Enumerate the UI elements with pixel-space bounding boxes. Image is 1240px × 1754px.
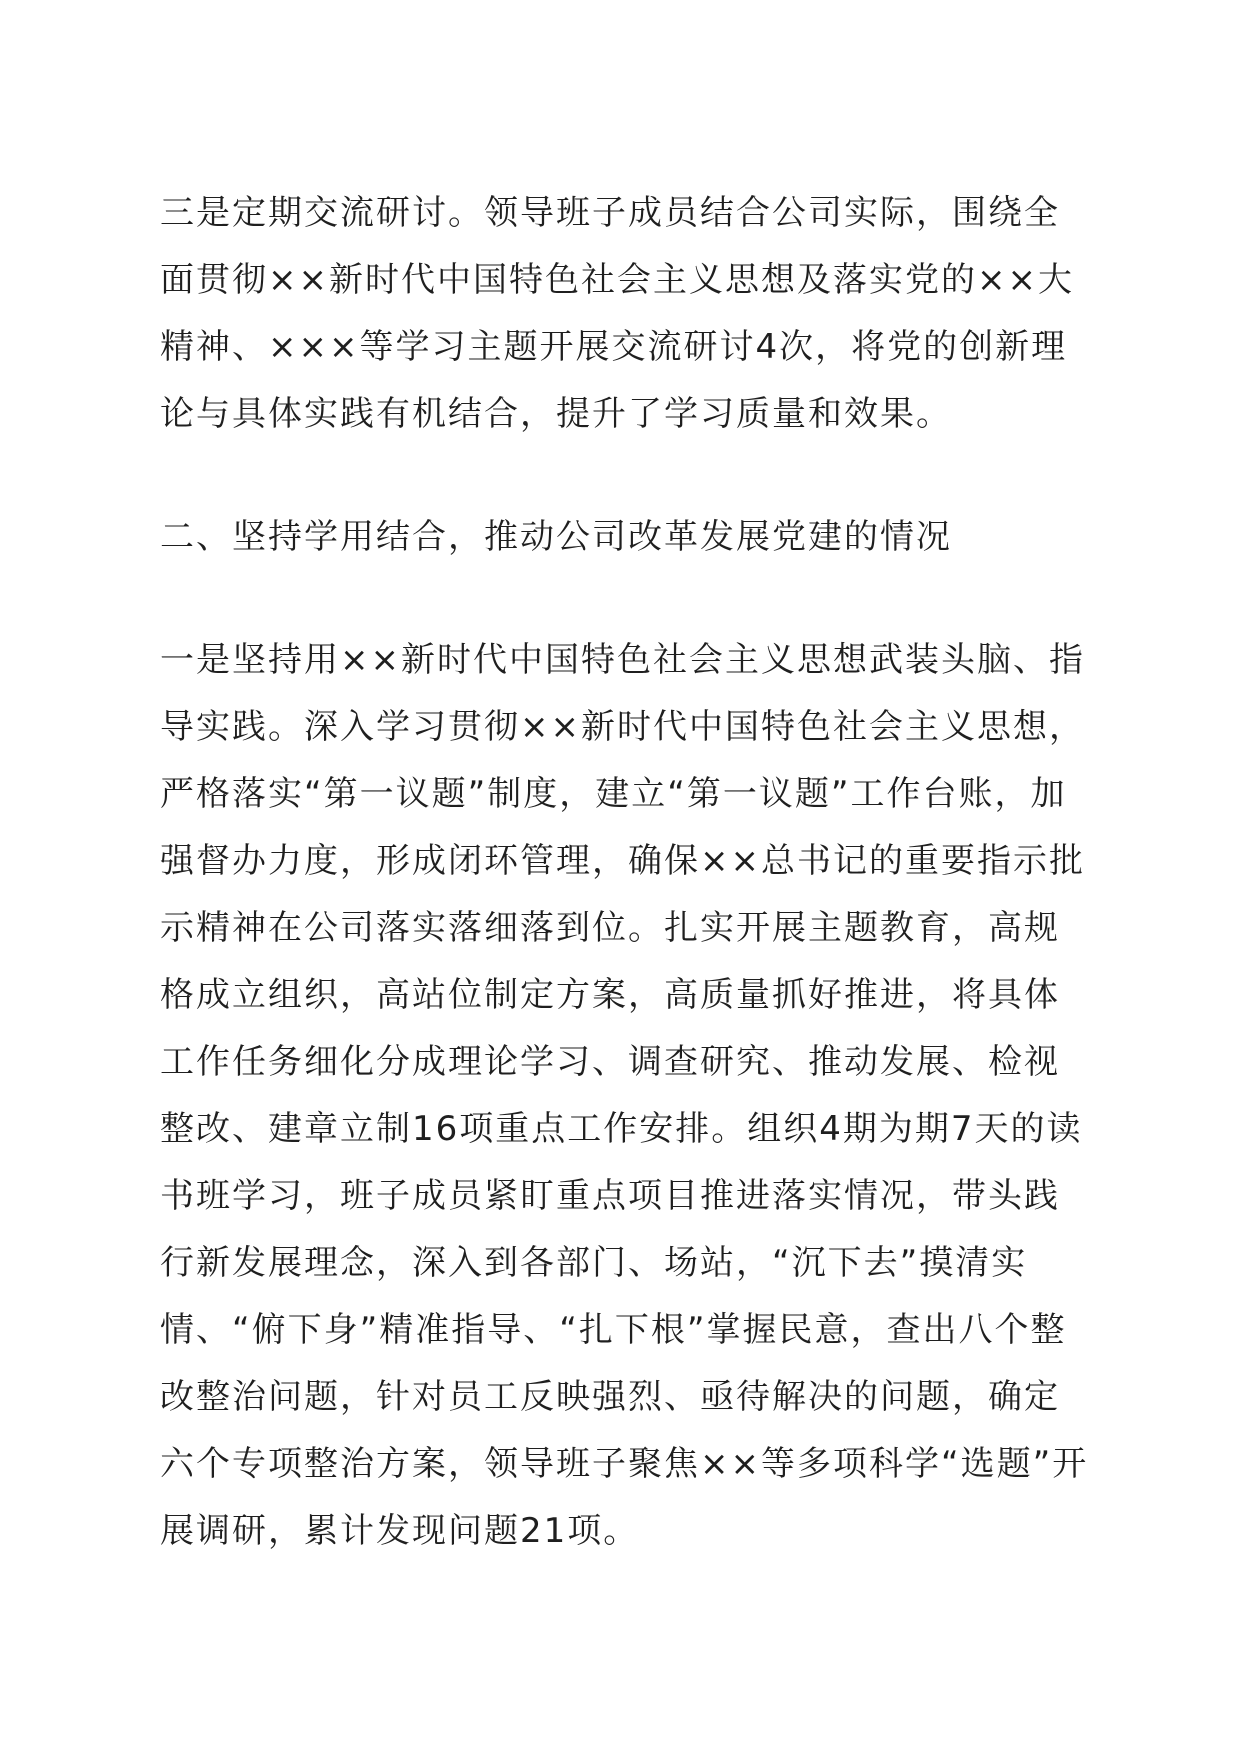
section-heading-two: 二、坚持学用结合，推动公司改革发展党建的情况 <box>160 517 952 557</box>
paragraph-regular-discussion: 三是定期交流研讨。领导班子成员结合公司实际，围绕全面贯彻××新时代中国特色社会主义思想及落实党的××大精神、×××等学习主题开展交流研讨4次，将党的创新理论与具体实践有机结合，提升了学习质量和效果。 <box>160 193 1074 434</box>
paragraph-first-topic: 一是坚持用××新时代中国特色社会主义思想武装头脑、指导实践。深入学习贯彻××新时代中国特色社会主义思想，严格落实“第一议题”制度，建立“第一议题”工作台账，加强督办力度，形成闭环管理，确保××总书记的重要指示批示精神在公司落实落细落到位。扎实开展主题教育，高规格成立组织，高站位制定方案，高质量抓好推进，将具体工作任务细化分成理论学习、调查研究、推动发展、检视整改、建章立制16项重点工作安排。组织4期为期7天的读书班学习，班子成员紧盯重点项目推进落实情况，带头践行新发展理念，深入到各部门、场站，“沉下去”摸清实情、“俯下身”精准指导、“扎下根”掌握民意，查出八个整改整治问题，针对员工反映强烈、亟待解决的问题，确定六个专项整治方案，领导班子聚焦××等多项科学“选题”开展调研，累计发现问题21项。 <box>160 640 1089 1551</box>
